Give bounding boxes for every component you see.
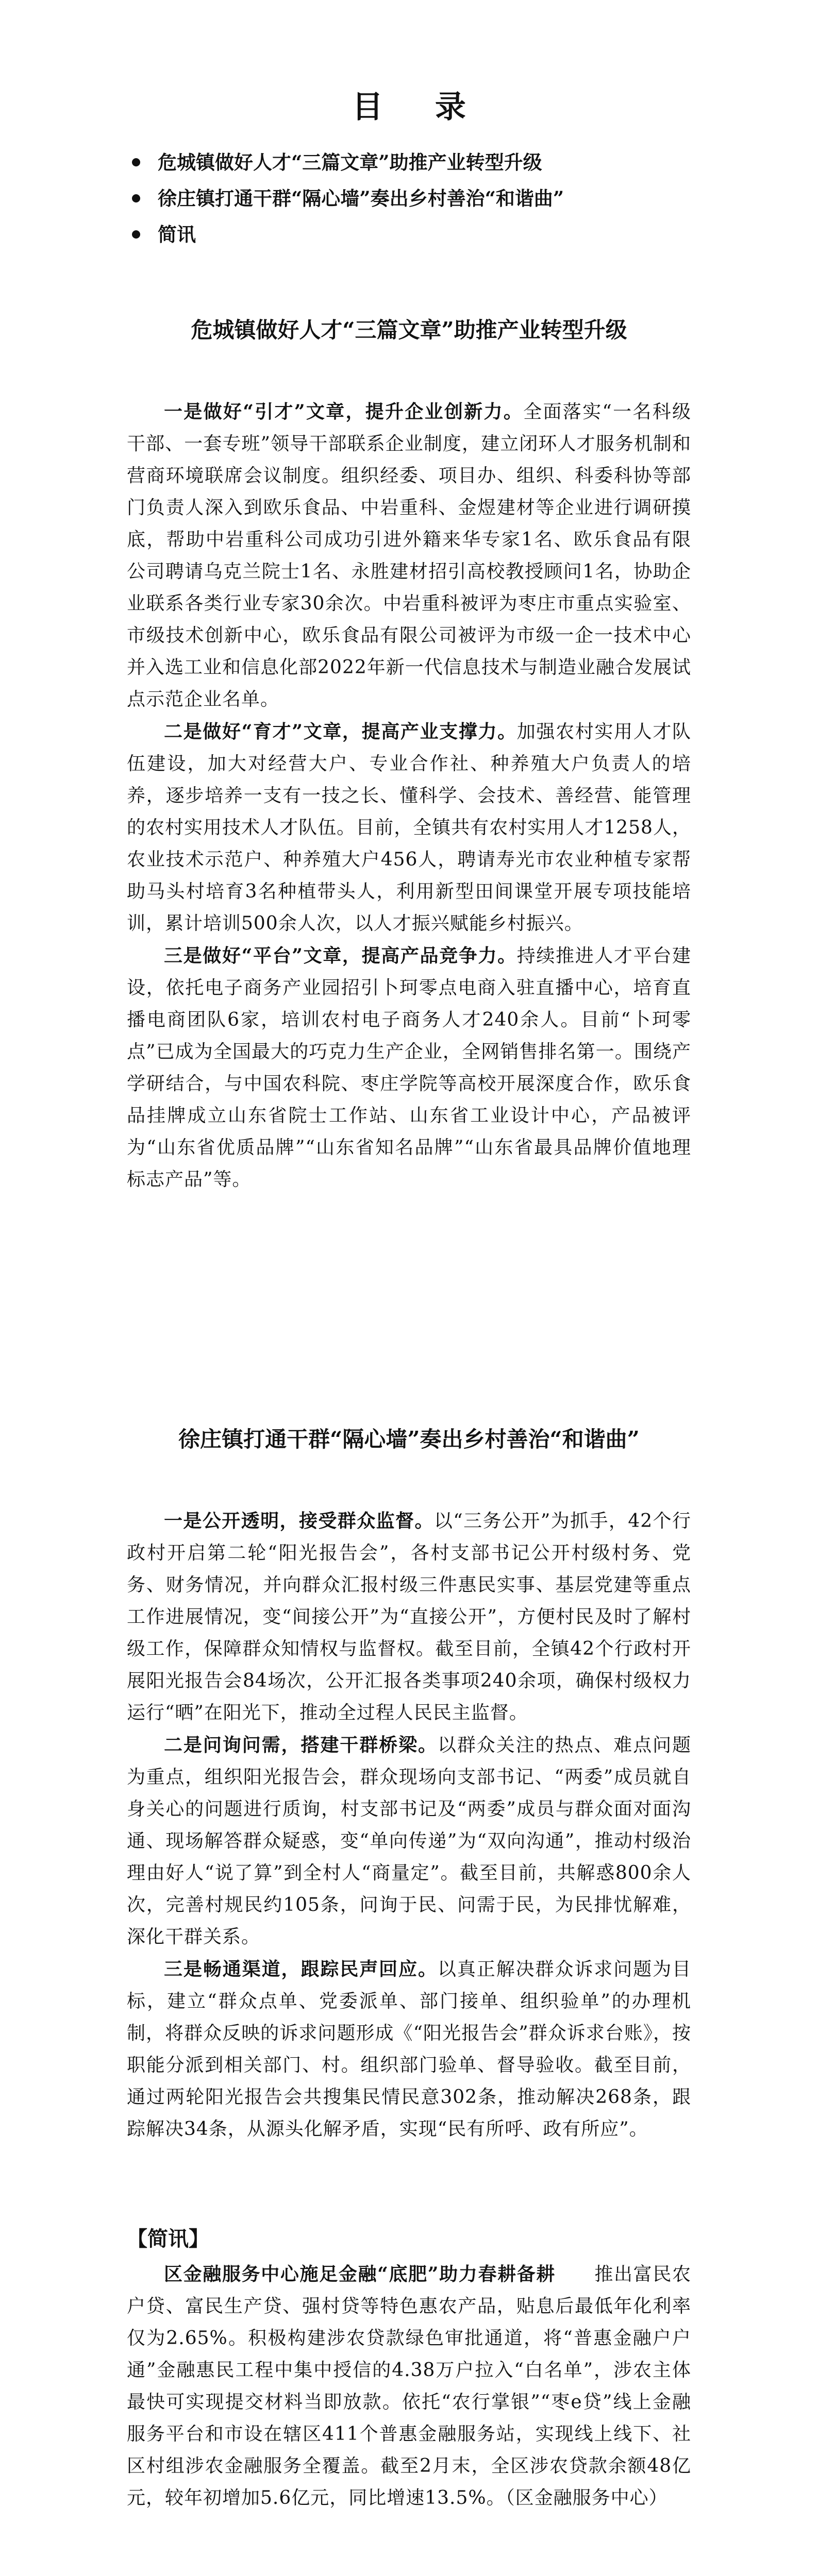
- paragraph-body: 以“三务公开”为抓手，42个行政村开启第二轮“阳光报告会”，各村支部书记公开村级村务、党务、财务情况，并向群众汇报村级三件惠民实事、基层党建等重点工作进展情况，变“间接公开”为“直接公开”，方便村民及时了解村级工作，保障群众知情权与监督权。截至目前，全镇42个行政村开展阳光报告会84场次，公开汇报各类事项240余项，确保村级权力运行“晒”在阳光下，推动全过程人民民主监督。: [127, 1511, 691, 1723]
- paragraph-lead: 二是问询问需，搭建干群桥梁。: [164, 1734, 438, 1756]
- paragraph-lead: 一是公开透明，接受群众监督。: [164, 1510, 434, 1532]
- bullet-icon: [132, 230, 140, 239]
- paragraph-body: 全面落实“一名科级干部、一套专班”领导干部联系企业制度，建立闭环人才服务机制和营商环境联席会议制度。组织经委、项目办、组织、科委科协等部门负责人深入到欧乐食品、中岩重科、金煜建材等企业进行调研摸底，帮助中岩重科公司成功引进外籍来华专家1名、欧乐食品有限公司聘请乌克兰院士1名、永胜建材招引高校教授顾问1名，协助企业联系各类行业专家30余次。中岩重科被评为枣庄市重点实验室、市级技术创新中心，欧乐食品有限公司被评为市级一企一技术中心并入选工业和信息化部2022年新一代信息技术与制造业融合发展试点示范企业名单。: [127, 401, 691, 710]
- paragraph-body: 以群众关注的热点、难点问题为重点，组织阳光报告会，群众现场向支部书记、“两委”成员就自身关心的问题进行质询，村支部书记及“两委”成员与群众面对面沟通、现场解答群众疑惑，变“单向传递”为“双向沟通”，推动村级治理由好人“说了算”到全村人“商量定”。截至目前，共解惑800余人次，完善村规民约105条，问询于民、问需于民，为民排忧解难，深化干群关系。: [127, 1735, 691, 1947]
- toc-item[interactable]: [132, 180, 691, 216]
- table-of-contents: [127, 82, 691, 252]
- article-xuzhuang: [127, 1422, 691, 2145]
- article-paragraph: [127, 1953, 691, 2145]
- article-paragraph: [127, 1505, 691, 1729]
- toc-item-label: 危城镇做好人才“三篇文章”助推产业转型升级: [158, 151, 542, 174]
- article-paragraph: [127, 396, 691, 716]
- news-brief: [127, 2223, 691, 2514]
- article-title: 徐庄镇打通干群“隔心墙”奏出乡村善治“和谐曲”: [178, 1427, 640, 1452]
- bullet-icon: [132, 158, 140, 166]
- paragraph-body: 持续推进人才平台建设，依托电子商务产业园招引卜珂零点电商入驻直播中心，培育直播电商团队6家，培训农村电子商务人才240余人。目前“卜珂零点”已成为全国最大的巧克力生产企业，全网销售排名第一。围绕产学研结合，与中国农科院、枣庄学院等高校开展深度合作，欧乐食品挂牌成立山东省院士工作站、山东省工业设计中心，产品被评为“山东省优质品牌”“山东省知名品牌”“山东省最具品牌价值地理标志产品”等。: [127, 945, 691, 1190]
- paragraph-body: 加强农村实用人才队伍建设，加大对经营大户、专业合作社、种养殖大户负责人的培养，逐步培养一支有一技之长、懂科学、会技术、善经营、能管理的农村实用技术人才队伍。目前，全镇共有农村实用人才1258人，农业技术示范户、种养殖大户456人，聘请寿光市农业种植专家帮助马头村培育3名种植带头人，利用新型田间课堂开展专项技能培训，累计培训500余人次，以人才振兴赋能乡村振兴。: [127, 721, 691, 934]
- toc-item-label: 徐庄镇打通干群“隔心墙”奏出乡村善治“和谐曲”: [158, 187, 564, 210]
- article-paragraph: [127, 1729, 691, 1953]
- paragraph-lead: 三是畅通渠道，跟踪民声回应。: [164, 1958, 438, 1980]
- article-paragraph: [127, 940, 691, 1196]
- article-title: 危城镇做好人才“三篇文章”助推产业转型升级: [191, 317, 627, 343]
- toc-item-label: 简讯: [158, 223, 196, 246]
- paragraph-lead: 三是做好“平台”文章，提高产品竞争力。: [164, 945, 517, 967]
- brief-title: 区金融服务中心施足金融“底肥”助力春耕备耕: [164, 2263, 556, 2285]
- article-paragraph: [127, 716, 691, 940]
- paragraph-lead: 二是做好“育才”文章，提高产业支撑力。: [164, 721, 517, 742]
- brief-paragraph: [127, 2258, 691, 2514]
- brief-label: 【简讯】: [127, 2227, 209, 2251]
- toc-item[interactable]: [132, 144, 691, 180]
- bullet-icon: [132, 194, 140, 202]
- toc-list: [132, 144, 691, 252]
- paragraph-lead: 一是做好“引才”文章，提升企业创新力。: [164, 401, 524, 422]
- paragraph-body: 以真正解决群众诉求问题为目标，建立“群众点单、党委派单、部门接单、组织验单”的办理机制，将群众反映的诉求问题形成《“阳光报告会”群众诉求台账》，按职能分派到相关部门、村。组织部门验单、督导验收。截至目前，通过两轮阳光报告会共搜集民情民意302条，推动解决268条，跟踪解决34条，从源头化解矛盾，实现“民有所呼、政有所应”。: [127, 1959, 691, 2140]
- article-weicheng: [127, 313, 691, 1196]
- brief-body: 推出富民农户贷、富民生产贷、强村贷等特色惠农产品，贴息后最低年化利率仅为2.65%。积极构建涉农贷款绿色审批通道，将“普惠金融户户通”金融惠民工程中集中授信的4.38万户拉入“白名单”，涉农主体最快可实现提交材料当即放款。依托“农行掌银”“枣e贷”线上金融服务平台和市设在辖区411个普惠金融服务站，实现线上线下、社区村组涉农金融服务全覆盖。截至2月末，全区涉农贷款余额48亿元，较年初增加5.6亿元，同比增速13.5%。（区金融服务中心）: [127, 2264, 691, 2509]
- toc-item[interactable]: [132, 216, 691, 252]
- toc-title: 目 录: [352, 89, 487, 125]
